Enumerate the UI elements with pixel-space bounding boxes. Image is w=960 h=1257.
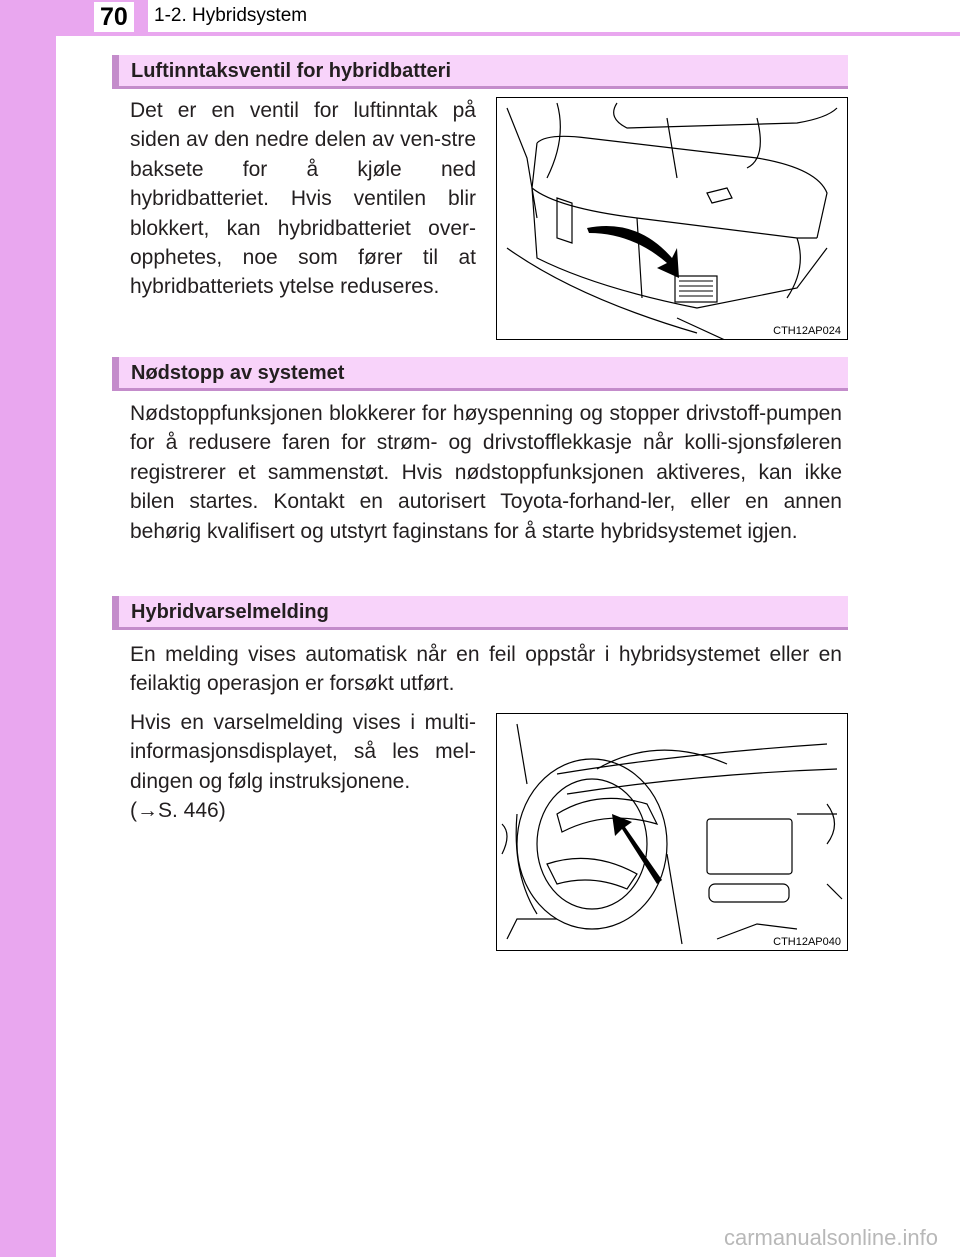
air-intake-text: Det er en ventil for luftinntak på siden av den nedre delen av ven-stre baksete for å kjøle ned hybridbatteriet. Hvis ventilen blir blokkert, kan hybridbatteriet over-opphetes, noe som fører til at hybridbatteriets ytelse reduseres. <box>130 99 476 299</box>
page-reference: (→S. 446) <box>130 799 226 822</box>
heading-air-intake <box>112 55 848 89</box>
figure-dashboard <box>496 713 848 951</box>
figure-rear-seat-vent <box>496 97 848 340</box>
arrow-pointer <box>587 226 679 278</box>
side-color-band <box>0 0 56 1257</box>
heading-hybrid-warning-label: Hybridvarselmelding <box>131 601 329 623</box>
section-title: 1-2. Hybridsystem <box>154 5 308 26</box>
figure-code: CTH12AP024 <box>773 325 841 337</box>
dashboard-illustration <box>497 714 848 951</box>
page-number: 70 <box>94 2 134 32</box>
warning-instructions-text: Hvis en varselmelding vises i multi-informasjonsdisplayet, så les mel-dingen og følg instruksjonene. <box>130 711 476 793</box>
heading-emergency-stop <box>112 357 848 391</box>
heading-hybrid-warning <box>112 596 848 630</box>
heading-emergency-stop-label: Nødstopp av systemet <box>131 362 345 384</box>
emergency-stop-text: Nødstoppfunksjonen blokkerer for høyspenning og stopper drivstoff-pumpen for å redusere faren for strøm- og drivstofflekkasje når kolli-sjonsføleren registrerer et sammenstøt. Hvis nødstoppfunksjonen aktiveres, kan ikke bilen startes. Kontakt en autorisert Toyota-forhand-ler, eller en annen behørig kvalifisert og utstyrt faginstans for å starte hybridsystemet igjen. <box>130 402 842 543</box>
header-rule <box>148 32 960 36</box>
heading-air-intake-label: Luftinntaksventil for hybridbatteri <box>131 60 452 82</box>
figure-code: CTH12AP040 <box>773 936 841 948</box>
hybrid-warning-text: En melding vises automatisk når en feil oppstår i hybridsystemet eller en feilaktig operasjon er forsøkt utført. <box>130 643 842 696</box>
rear-seat-illustration <box>497 98 848 340</box>
watermark: carmanualsonline.info <box>723 1225 938 1250</box>
